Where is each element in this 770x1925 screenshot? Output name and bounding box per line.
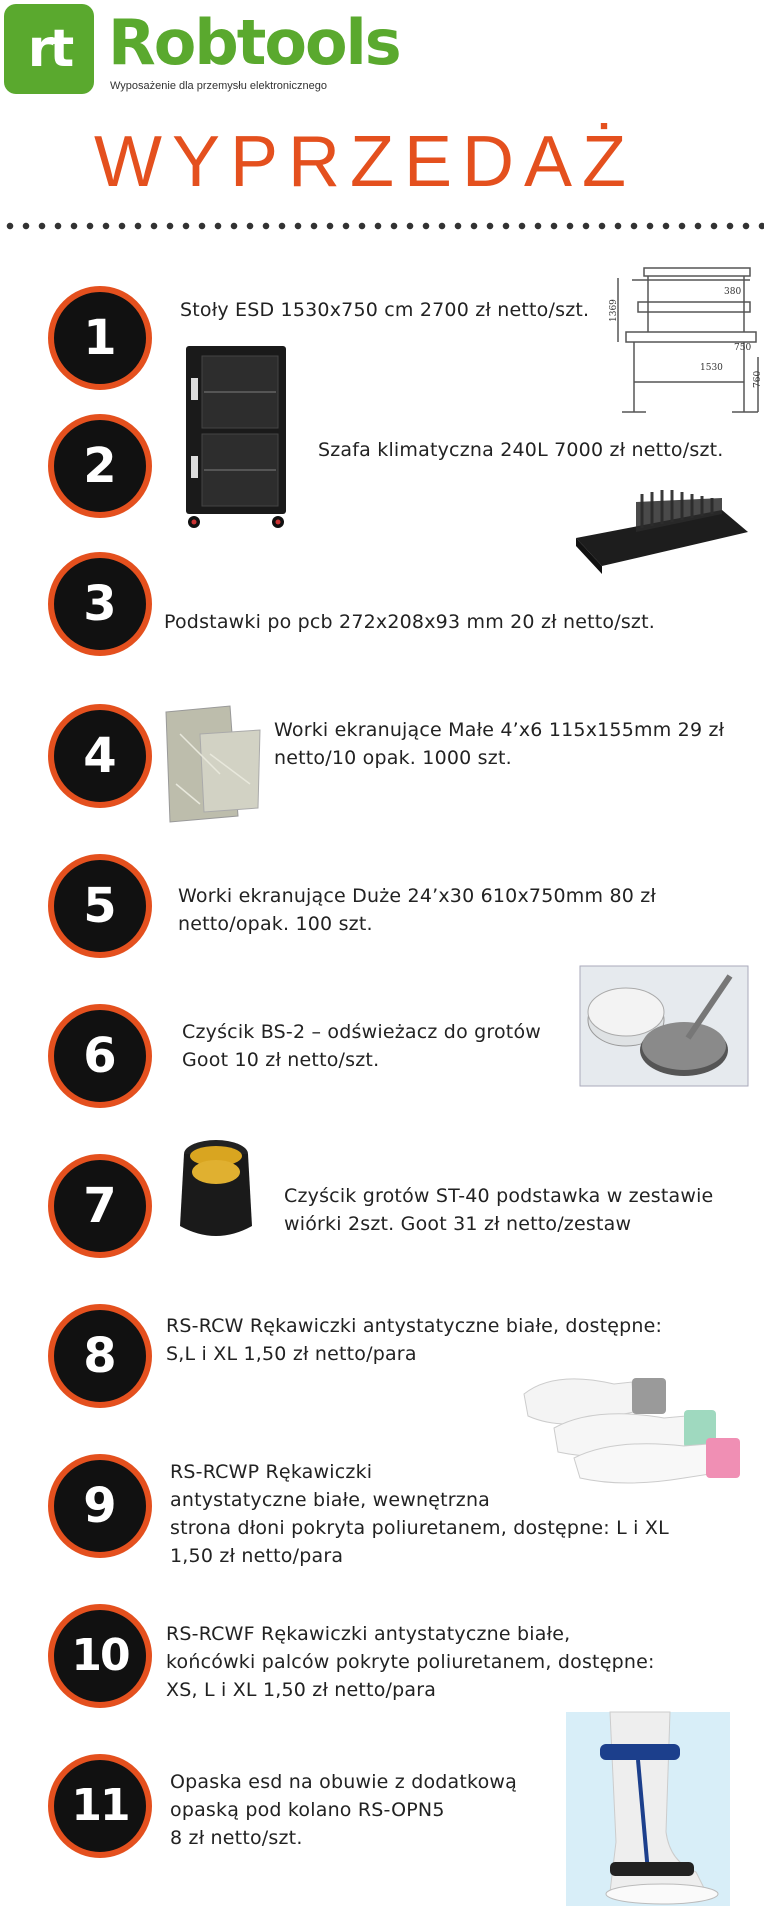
item-7-text: Czyścik grotów ST-40 podstawka w zestawie wiórki 2szt. Goot 31 zł netto/zestaw (284, 1185, 714, 1235)
item-number-9: 9 (48, 1454, 152, 1558)
svg-text:380: 380 (724, 287, 742, 297)
item-number-4: 4 (48, 704, 152, 808)
item-6-text: Czyścik BS-2 – odświeżacz do grotów Goot 10 zł netto/szt. (182, 1021, 542, 1071)
dotted-divider (2, 222, 764, 230)
item-number-10: 10 (48, 1604, 152, 1708)
item-number-2: 2 (48, 414, 152, 518)
wire-cleaner-image (174, 1134, 258, 1242)
item-2-text: Szafa klimatyczna 240L 7000 zł netto/szt. (318, 439, 724, 461)
item-number-7: 7 (48, 1154, 152, 1258)
brand-tagline: Wyposażenie dla przemysłu elektronicznego (110, 80, 327, 92)
svg-text:750: 750 (734, 343, 752, 353)
item-5-text: Worki ekranujące Duże 24’x30 610x750mm 80 zł netto/opak. 100 szt. (178, 885, 657, 935)
item-number-3: 3 (48, 552, 152, 656)
tip-cleaner-image (580, 966, 748, 1086)
item-4-text: Worki ekranujące Małe 4’x6 115x155mm 29 zł netto/10 opak. 1000 szt. (274, 719, 725, 769)
item-number-11: 11 (48, 1754, 152, 1858)
item-number-5: 5 (48, 854, 152, 958)
item-1-text: Stoły ESD 1530x750 cm 2700 zł netto/szt. (180, 299, 590, 321)
svg-text:1530: 1530 (700, 363, 723, 373)
item-10-text: RS-RCWF Rękawiczki antystatyczne białe, końcówki palców pokryte poliuretanem, dostępne: XS, L i XL 1,50 zł netto/para (166, 1623, 655, 1701)
svg-text:760: 760 (753, 370, 763, 388)
item-number-6: 6 (48, 1004, 152, 1108)
logo-mark: rt (4, 4, 94, 94)
shielding-bags-image (160, 704, 264, 826)
item-11-text: Opaska esd na obuwie z dodatkową opaską pod kolano RS-OPN5 8 zł netto/szt. (170, 1771, 517, 1849)
item-number-1: 1 (48, 286, 152, 390)
brand-name: Robtools (108, 6, 400, 79)
esd-table-drawing-image (609, 262, 763, 424)
page-title: WYPRZEDAŻ (93, 122, 636, 202)
heel-strap-image (566, 1712, 730, 1906)
pcb-rack-image (572, 484, 752, 574)
item-8-text: RS-RCW Rękawiczki antystatyczne białe, dostępne: S,L i XL 1,50 zł netto/para (166, 1315, 663, 1365)
item-3-text: Podstawki po pcb 272x208x93 mm 20 zł netto/szt. (164, 611, 655, 633)
item-9-text: RS-RCWP Rękawiczki antystatyczne białe, wewnętrzna strona dłoni pokryta poliuretanem, dostępne: L i XL 1,50 zł netto/para (170, 1461, 669, 1567)
svg-text:1369: 1369 (609, 299, 619, 322)
item-number-8: 8 (48, 1304, 152, 1408)
climate-cabinet-image (182, 342, 290, 530)
